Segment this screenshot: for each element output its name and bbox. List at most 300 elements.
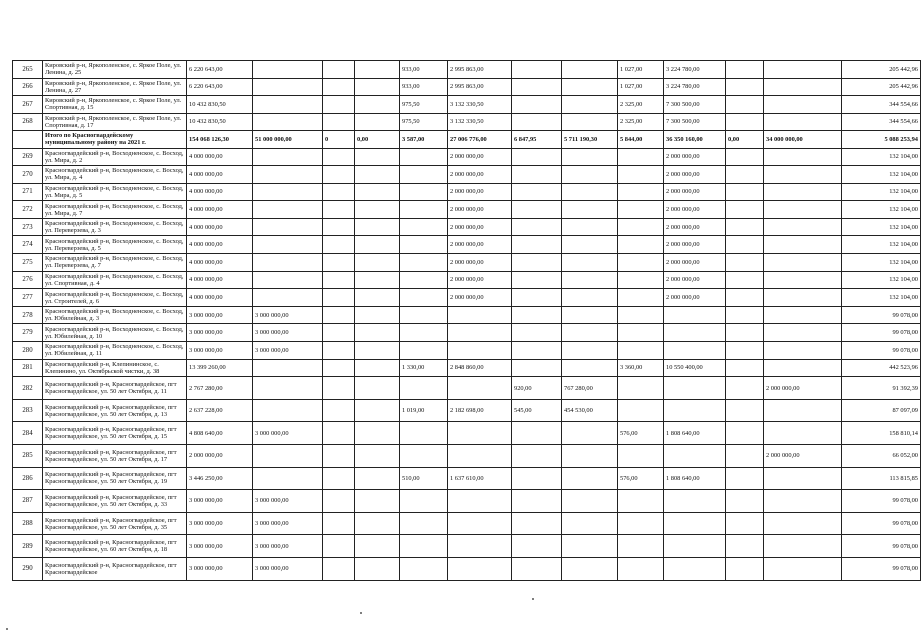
value-cell-c8 [562,78,618,96]
value-cell-c2 [253,183,323,201]
value-cell-c12 [764,113,842,131]
value-cell-c9 [618,254,664,272]
value-cell-c12 [764,166,842,184]
value-cell-c7 [512,306,562,324]
value-cell-c12 [764,535,842,558]
value-cell-c6 [448,445,512,468]
table-row [13,183,921,201]
value-cell-c2: 3 000 000,00 [253,557,323,580]
value-cell-c1: 4 000 000,00 [187,183,253,201]
value-cell-c2: 3 000 000,00 [253,490,323,513]
value-cell-c6: 2 000 000,00 [448,236,512,254]
row-number: 271 [13,183,43,201]
value-cell-c5: 510,00 [400,467,448,490]
value-cell-c5: 975,50 [400,96,448,114]
value-cell-c8 [562,148,618,166]
table-row [13,422,921,445]
value-cell-c2 [253,289,323,307]
row-number: 265 [13,61,43,79]
value-cell-c4 [355,78,400,96]
value-cell-c2 [253,271,323,289]
value-cell-c1: 3 000 000,00 [187,490,253,513]
value-cell-c6: 2 182 698,00 [448,399,512,422]
value-cell-c4 [355,557,400,580]
value-cell-c8 [562,535,618,558]
row-number [13,131,43,149]
address-cell: Красногвардейский р-н, Восходненское, с. Восход, ул. Переверзева, д. 3 [43,218,187,236]
value-cell-c1: 4 000 000,00 [187,166,253,184]
value-cell-c3 [323,342,355,360]
scan-mark [6,628,8,630]
value-cell-c5 [400,218,448,236]
value-cell-c7 [512,183,562,201]
value-cell-c6: 2 000 000,00 [448,166,512,184]
value-cell-c5 [400,306,448,324]
value-cell-c1: 3 000 000,00 [187,306,253,324]
value-cell-c12 [764,512,842,535]
value-cell-c2: 3 000 000,00 [253,306,323,324]
row-number: 287 [13,490,43,513]
address-cell: Кировский р-н, Яркополенское, с. Яркое Поле, ул. Спортивная, д. 15 [43,96,187,114]
value-cell-c13: 99 078,00 [842,342,921,360]
value-cell-c3 [323,78,355,96]
value-cell-c2 [253,254,323,272]
table-row [13,201,921,219]
row-number: 285 [13,445,43,468]
address-cell: Кировский р-н, Яркополенское, с. Яркое Поле, ул. Ленина, д. 25 [43,61,187,79]
row-number: 286 [13,467,43,490]
value-cell-c12: 34 000 000,00 [764,131,842,149]
value-cell-c7 [512,422,562,445]
value-cell-c6: 2 995 863,00 [448,78,512,96]
address-cell: Красногвардейский р-н, Восходненское, с. Восход, ул. Мира, д. 2 [43,148,187,166]
row-number: 270 [13,166,43,184]
value-cell-c7 [512,61,562,79]
value-cell-c6: 2 000 000,00 [448,254,512,272]
value-cell-c3: 0 [323,131,355,149]
value-cell-c13: 99 078,00 [842,306,921,324]
value-cell-c2 [253,78,323,96]
address-cell: Красногвардейский р-н, Красногвардейское, пгт Красногвардейское, ул. 50 лет Октября, д. 19 [43,467,187,490]
value-cell-c7 [512,490,562,513]
address-cell: Красногвардейский р-н, Восходненское, с. Восход, ул. Строителей, д. 6 [43,289,187,307]
value-cell-c12 [764,342,842,360]
value-cell-c7 [512,254,562,272]
value-cell-c5 [400,236,448,254]
value-cell-c10: 2 000 000,00 [664,148,726,166]
value-cell-c13: 132 104,00 [842,254,921,272]
value-cell-c2: 3 000 000,00 [253,342,323,360]
value-cell-c4 [355,377,400,400]
value-cell-c2: 3 000 000,00 [253,512,323,535]
value-cell-c4 [355,342,400,360]
value-cell-c7: 920,00 [512,377,562,400]
value-cell-c11 [726,399,764,422]
value-cell-c2: 3 000 000,00 [253,422,323,445]
address-cell: Красногвардейский р-н, Красногвардейское, пгт Красногвардейское, ул. 50 лет Октября, д. 33 [43,490,187,513]
value-cell-c8 [562,218,618,236]
value-cell-c13: 132 104,00 [842,236,921,254]
value-cell-c3 [323,254,355,272]
row-number: 277 [13,289,43,307]
value-cell-c11 [726,254,764,272]
value-cell-c7 [512,148,562,166]
value-cell-c7 [512,78,562,96]
address-cell: Красногвардейский р-н, Восходненское, с. Восход, ул. Спортивная, д. 4 [43,271,187,289]
value-cell-c11 [726,148,764,166]
value-cell-c3 [323,467,355,490]
value-cell-c9 [618,342,664,360]
value-cell-c12 [764,306,842,324]
value-cell-c3 [323,490,355,513]
value-cell-c11 [726,306,764,324]
value-cell-c2 [253,359,323,377]
value-cell-c4 [355,512,400,535]
value-cell-c12 [764,490,842,513]
value-cell-c8 [562,512,618,535]
value-cell-c9: 576,00 [618,467,664,490]
value-cell-c10: 2 000 000,00 [664,166,726,184]
value-cell-c5 [400,166,448,184]
value-cell-c13: 442 523,96 [842,359,921,377]
value-cell-c13: 132 104,00 [842,183,921,201]
value-cell-c5: 975,50 [400,113,448,131]
value-cell-c2 [253,113,323,131]
value-cell-c11 [726,445,764,468]
value-cell-c2 [253,467,323,490]
value-cell-c5: 933,00 [400,78,448,96]
value-cell-c5 [400,201,448,219]
row-number: 274 [13,236,43,254]
value-cell-c13: 132 104,00 [842,271,921,289]
value-cell-c1: 6 220 643,00 [187,78,253,96]
value-cell-c3 [323,377,355,400]
table-row [13,467,921,490]
value-cell-c6: 2 000 000,00 [448,289,512,307]
value-cell-c10: 2 000 000,00 [664,201,726,219]
value-cell-c7: 545,00 [512,399,562,422]
scan-mark [360,612,362,614]
value-cell-c1: 4 000 000,00 [187,218,253,236]
value-cell-c13: 66 052,00 [842,445,921,468]
table-row [13,324,921,342]
value-cell-c3 [323,113,355,131]
value-cell-c11 [726,512,764,535]
value-cell-c10: 7 300 500,00 [664,113,726,131]
value-cell-c5 [400,148,448,166]
address-cell: Красногвардейский р-н, Красногвардейское, пгт Красногвардейское, ул. 50 лет Октября, д. 15 [43,422,187,445]
value-cell-c3 [323,306,355,324]
value-cell-c4 [355,535,400,558]
value-cell-c6: 2 995 863,00 [448,61,512,79]
value-cell-c10 [664,535,726,558]
value-cell-c11 [726,535,764,558]
value-cell-c5 [400,557,448,580]
table-row [13,254,921,272]
value-cell-c10 [664,377,726,400]
value-cell-c9 [618,183,664,201]
value-cell-c7 [512,342,562,360]
value-cell-c10: 2 000 000,00 [664,218,726,236]
value-cell-c8 [562,467,618,490]
value-cell-c7 [512,359,562,377]
value-cell-c12 [764,96,842,114]
value-cell-c13: 344 554,66 [842,96,921,114]
value-cell-c6: 3 132 330,50 [448,113,512,131]
value-cell-c11 [726,289,764,307]
address-cell: Красногвардейский р-н, Клепининское, с. Клепинино, ул. Октябрьской чистки, д. 38 [43,359,187,377]
value-cell-c10: 2 000 000,00 [664,271,726,289]
value-cell-c6 [448,306,512,324]
value-cell-c9 [618,148,664,166]
value-cell-c3 [323,183,355,201]
address-cell: Красногвардейский р-н, Восходненское, с. Восход, ул. Переверзева, д. 5 [43,236,187,254]
value-cell-c5: 1 019,00 [400,399,448,422]
value-cell-c9: 576,00 [618,422,664,445]
value-cell-c10 [664,306,726,324]
value-cell-c10 [664,557,726,580]
address-cell: Красногвардейский р-н, Восходненское, с. Восход, ул. Мира, д. 7 [43,201,187,219]
value-cell-c4 [355,306,400,324]
table-row [13,399,921,422]
value-cell-c13: 132 104,00 [842,218,921,236]
table-row [13,377,921,400]
row-number: 269 [13,148,43,166]
value-cell-c13: 158 810,14 [842,422,921,445]
value-cell-c10 [664,445,726,468]
value-cell-c9: 5 844,00 [618,131,664,149]
value-cell-c7 [512,113,562,131]
value-cell-c12 [764,467,842,490]
value-cell-c11 [726,201,764,219]
value-cell-c5 [400,271,448,289]
value-cell-c4 [355,254,400,272]
value-cell-c6: 2 000 000,00 [448,218,512,236]
value-cell-c11 [726,490,764,513]
value-cell-c1: 4 000 000,00 [187,289,253,307]
address-cell: Красногвардейский р-н, Красногвардейское, пгт Красногвардейское, ул. 50 лет Октября, д. 13 [43,399,187,422]
value-cell-c5 [400,512,448,535]
value-cell-c7 [512,535,562,558]
value-cell-c3 [323,535,355,558]
value-cell-c12 [764,183,842,201]
value-cell-c8 [562,254,618,272]
value-cell-c9 [618,490,664,513]
value-cell-c2 [253,166,323,184]
value-cell-c9 [618,377,664,400]
address-cell: Красногвардейский р-н, Восходненское, с. Восход, ул. Переверзева, д. 7 [43,254,187,272]
value-cell-c2: 3 000 000,00 [253,535,323,558]
value-cell-c4 [355,113,400,131]
address-cell: Кировский р-н, Яркополенское, с. Яркое Поле, ул. Спортивная, д. 17 [43,113,187,131]
value-cell-c5 [400,445,448,468]
value-cell-c8 [562,96,618,114]
value-cell-c5 [400,289,448,307]
value-cell-c9 [618,512,664,535]
value-cell-c10: 3 224 780,00 [664,78,726,96]
value-cell-c12 [764,557,842,580]
value-cell-c6: 2 000 000,00 [448,271,512,289]
value-cell-c8 [562,113,618,131]
value-cell-c5: 933,00 [400,61,448,79]
value-cell-c10 [664,324,726,342]
table-body [13,61,921,581]
value-cell-c7 [512,512,562,535]
value-cell-c7 [512,467,562,490]
value-cell-c9 [618,289,664,307]
value-cell-c7 [512,201,562,219]
address-cell: Красногвардейский р-н, Красногвардейское, пгт Красногвардейское, ул. 50 лет Октября, д. 17 [43,445,187,468]
value-cell-c11: 0,00 [726,131,764,149]
address-cell: Красногвардейский р-н, Красногвардейское, пгт Красногвардейское, ул. 50 лет Октября, д. 11 [43,377,187,400]
value-cell-c9 [618,236,664,254]
value-cell-c10 [664,512,726,535]
value-cell-c13: 91 392,39 [842,377,921,400]
value-cell-c1: 4 000 000,00 [187,236,253,254]
value-cell-c6: 2 000 000,00 [448,183,512,201]
value-cell-c4 [355,490,400,513]
value-cell-c8 [562,183,618,201]
row-number: 284 [13,422,43,445]
value-cell-c3 [323,289,355,307]
value-cell-c3 [323,96,355,114]
value-cell-c7 [512,271,562,289]
value-cell-c9: 1 027,00 [618,78,664,96]
table-row [13,61,921,79]
value-cell-c12 [764,271,842,289]
value-cell-c1: 3 000 000,00 [187,535,253,558]
value-cell-c4 [355,445,400,468]
value-cell-c13: 99 078,00 [842,557,921,580]
value-cell-c7 [512,166,562,184]
value-cell-c8 [562,490,618,513]
table-row [13,148,921,166]
value-cell-c9 [618,324,664,342]
value-cell-c6 [448,512,512,535]
table-row [13,512,921,535]
value-cell-c10 [664,399,726,422]
value-cell-c8 [562,306,618,324]
value-cell-c12 [764,359,842,377]
table-row [13,96,921,114]
row-number: 273 [13,218,43,236]
value-cell-c8: 5 711 190,30 [562,131,618,149]
value-cell-c1: 3 000 000,00 [187,557,253,580]
value-cell-c13: 87 097,09 [842,399,921,422]
value-cell-c6 [448,490,512,513]
value-cell-c11 [726,183,764,201]
value-cell-c1: 3 000 000,00 [187,512,253,535]
value-cell-c11 [726,218,764,236]
table-total-row [13,131,921,149]
value-cell-c6: 2 000 000,00 [448,148,512,166]
value-cell-c1: 154 068 126,30 [187,131,253,149]
row-number: 266 [13,78,43,96]
value-cell-c4: 0,00 [355,131,400,149]
table-row [13,236,921,254]
address-cell: Кировский р-н, Яркополенское, с. Яркое Поле, ул. Ленина, д. 27 [43,78,187,96]
row-number: 282 [13,377,43,400]
value-cell-c7: 6 847,95 [512,131,562,149]
value-cell-c12: 2 000 000,00 [764,377,842,400]
value-cell-c9: 2 325,00 [618,113,664,131]
table-row [13,359,921,377]
value-cell-c6 [448,324,512,342]
row-number: 272 [13,201,43,219]
row-number: 275 [13,254,43,272]
value-cell-c1: 2 000 000,00 [187,445,253,468]
value-cell-c4 [355,218,400,236]
value-cell-c1: 10 432 830,50 [187,96,253,114]
address-cell: Красногвардейский р-н, Восходненское, с. Восход, ул. Мира, д. 4 [43,166,187,184]
value-cell-c5 [400,490,448,513]
value-cell-c5 [400,324,448,342]
table-row [13,78,921,96]
value-cell-c6: 3 132 330,50 [448,96,512,114]
value-cell-c10 [664,490,726,513]
value-cell-c4 [355,359,400,377]
value-cell-c3 [323,399,355,422]
value-cell-c12 [764,78,842,96]
value-cell-c10: 10 550 400,00 [664,359,726,377]
value-cell-c13: 99 078,00 [842,512,921,535]
value-cell-c3 [323,422,355,445]
value-cell-c4 [355,183,400,201]
value-cell-c13: 205 442,96 [842,78,921,96]
value-cell-c5: 1 330,00 [400,359,448,377]
row-number: 283 [13,399,43,422]
value-cell-c5 [400,422,448,445]
value-cell-c11 [726,78,764,96]
value-cell-c1: 4 000 000,00 [187,271,253,289]
value-cell-c4 [355,422,400,445]
value-cell-c1: 6 220 643,00 [187,61,253,79]
value-cell-c12 [764,61,842,79]
value-cell-c9 [618,557,664,580]
value-cell-c6 [448,377,512,400]
value-cell-c6 [448,422,512,445]
address-cell: Красногвардейский р-н, Восходненское, с. Восход, ул. Мира, д. 5 [43,183,187,201]
value-cell-c11 [726,377,764,400]
value-cell-c3 [323,61,355,79]
value-cell-c11 [726,61,764,79]
value-cell-c2 [253,201,323,219]
value-cell-c5: 3 587,00 [400,131,448,149]
value-cell-c4 [355,201,400,219]
value-cell-c2 [253,445,323,468]
value-cell-c6: 2 848 860,00 [448,359,512,377]
value-cell-c12 [764,148,842,166]
document-table [12,60,921,581]
value-cell-c3 [323,236,355,254]
value-cell-c3 [323,324,355,342]
value-cell-c2 [253,96,323,114]
table-row [13,490,921,513]
value-cell-c13: 132 104,00 [842,201,921,219]
value-cell-c8: 767 280,00 [562,377,618,400]
value-cell-c6 [448,342,512,360]
value-cell-c10: 2 000 000,00 [664,289,726,307]
value-cell-c8 [562,236,618,254]
value-cell-c9: 2 325,00 [618,96,664,114]
value-cell-c1: 3 446 250,00 [187,467,253,490]
value-cell-c5 [400,377,448,400]
value-cell-c11 [726,342,764,360]
value-cell-c12 [764,422,842,445]
table-row [13,166,921,184]
value-cell-c4 [355,271,400,289]
value-cell-c10 [664,342,726,360]
